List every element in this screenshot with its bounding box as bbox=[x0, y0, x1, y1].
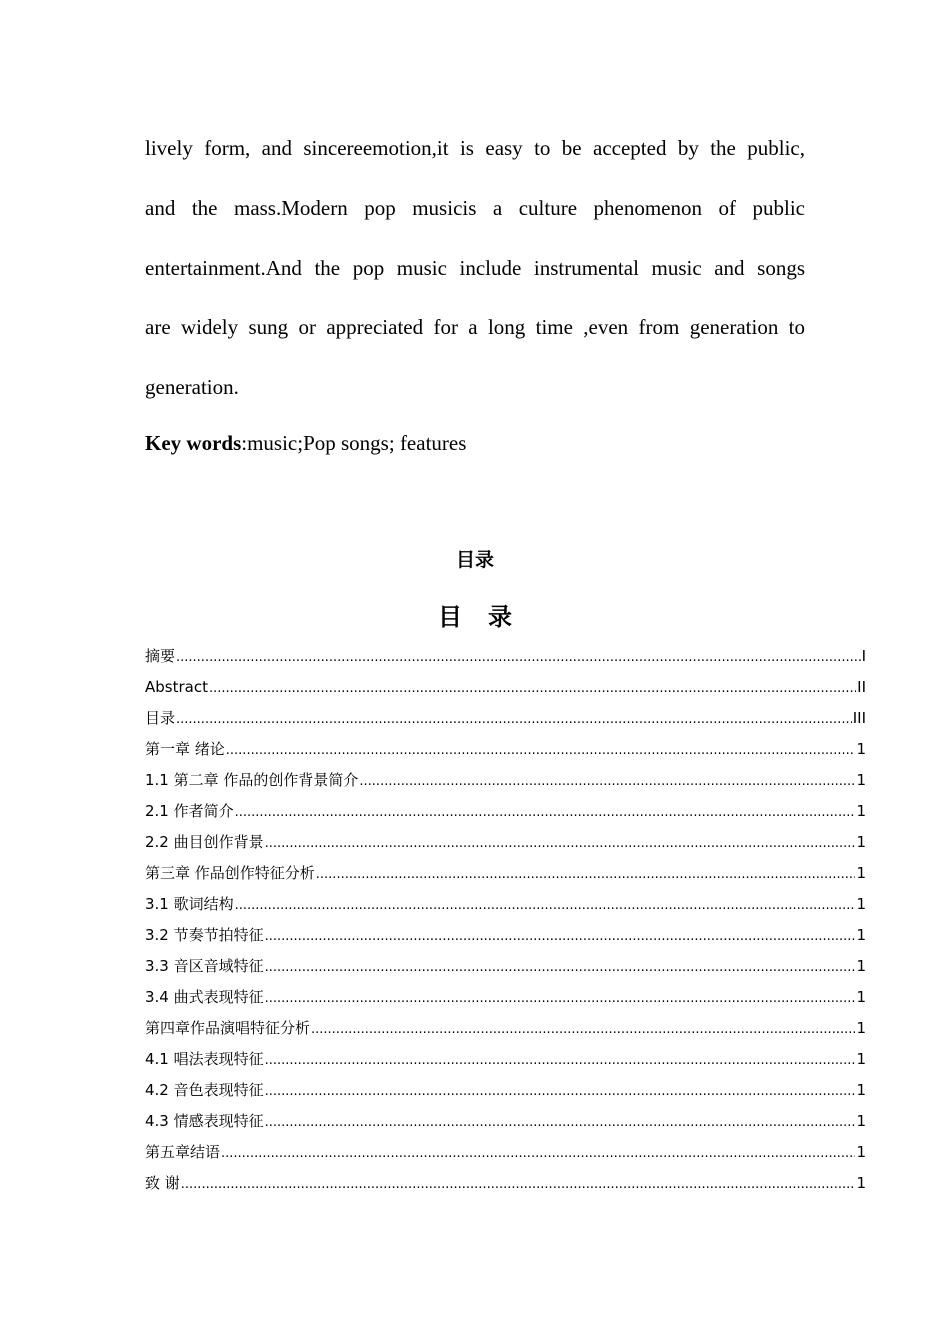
toc-entry[interactable] bbox=[145, 922, 866, 953]
toc-entry-label: 摘要 bbox=[145, 647, 176, 665]
toc-entry-page: 1 bbox=[856, 864, 866, 882]
toc-entry-page: 1 bbox=[856, 1143, 866, 1161]
toc-entry[interactable] bbox=[145, 1046, 866, 1077]
toc-title: 目录 bbox=[438, 603, 538, 631]
toc-leader bbox=[221, 1141, 855, 1167]
table-of-contents bbox=[145, 643, 866, 1201]
toc-entry[interactable] bbox=[145, 829, 866, 860]
toc-leader bbox=[265, 831, 856, 857]
keywords-line bbox=[145, 431, 466, 456]
toc-entry-page: 1 bbox=[856, 1019, 866, 1037]
toc-entry-label: 3.2 节奏节拍特征 bbox=[145, 926, 264, 944]
toc-entry-label: Abstract bbox=[145, 678, 208, 696]
toc-leader bbox=[265, 1079, 856, 1105]
toc-leader bbox=[181, 1172, 856, 1198]
toc-entry-page: 1 bbox=[856, 771, 866, 789]
toc-leader bbox=[235, 893, 856, 919]
toc-entry[interactable] bbox=[145, 798, 866, 829]
toc-entry[interactable] bbox=[145, 705, 866, 736]
toc-entry-label: 第三章 作品创作特征分析 bbox=[145, 864, 315, 882]
toc-leader bbox=[359, 769, 855, 795]
abstract-line: are widely sung or appreciated for a long time ,even from generation to bbox=[145, 315, 805, 339]
toc-entry-page: II bbox=[857, 678, 866, 696]
toc-leader bbox=[209, 676, 856, 702]
toc-leader bbox=[265, 1048, 856, 1074]
toc-heading-small: 目录 bbox=[455, 549, 494, 571]
toc-leader bbox=[265, 1110, 856, 1136]
toc-entry-label: 2.1 作者简介 bbox=[145, 802, 234, 820]
toc-entry[interactable] bbox=[145, 1015, 866, 1046]
toc-entry-page: 1 bbox=[856, 833, 866, 851]
toc-entry-label: 第一章 绪论 bbox=[145, 740, 225, 758]
toc-entry[interactable] bbox=[145, 953, 866, 984]
toc-entry-page: 1 bbox=[856, 957, 866, 975]
toc-entry-page: 1 bbox=[856, 740, 866, 758]
toc-entry[interactable] bbox=[145, 767, 866, 798]
toc-entry-page: 1 bbox=[856, 1050, 866, 1068]
toc-entry-label: 3.4 曲式表现特征 bbox=[145, 988, 264, 1006]
toc-entry-page: 1 bbox=[856, 1081, 866, 1099]
toc-entry-label: 2.2 曲目创作背景 bbox=[145, 833, 264, 851]
toc-entry-label: 3.3 音区音域特征 bbox=[145, 957, 264, 975]
toc-entry-label: 3.1 歌词结构 bbox=[145, 895, 234, 913]
abstract-line: lively form, and sincereemotion,it is easy to be accepted by the public, bbox=[145, 136, 805, 160]
toc-entry-label: 4.1 唱法表现特征 bbox=[145, 1050, 264, 1068]
toc-entry-page: 1 bbox=[856, 1174, 866, 1192]
toc-entry[interactable] bbox=[145, 674, 866, 705]
toc-entry-page: 1 bbox=[856, 988, 866, 1006]
toc-entry-label: 1.1 第二章 作品的创作背景简介 bbox=[145, 771, 359, 789]
toc-entry-page: 1 bbox=[856, 926, 866, 944]
keywords-value: :music;Pop songs; features bbox=[241, 431, 467, 455]
toc-entry-label: 4.2 音色表现特征 bbox=[145, 1081, 264, 1099]
toc-entry[interactable] bbox=[145, 643, 866, 674]
toc-entry-page: 1 bbox=[856, 1112, 866, 1130]
toc-entry-page: 1 bbox=[856, 895, 866, 913]
toc-leader bbox=[235, 800, 856, 826]
toc-entry[interactable] bbox=[145, 1077, 866, 1108]
abstract-line: generation. bbox=[145, 375, 239, 399]
toc-entry-page: 1 bbox=[856, 802, 866, 820]
abstract-line: entertainment.And the pop music include instrumental music and songs bbox=[145, 256, 805, 280]
toc-leader bbox=[265, 986, 856, 1012]
toc-entry-page: III bbox=[852, 709, 866, 727]
toc-leader bbox=[265, 955, 856, 981]
toc-entry-label: 目录 bbox=[145, 709, 176, 727]
toc-leader bbox=[265, 924, 856, 950]
abstract-line: and the mass.Modern pop musicis a culture phenomenon of public bbox=[145, 196, 805, 220]
toc-entry[interactable] bbox=[145, 860, 866, 891]
toc-entry-label: 致 谢 bbox=[145, 1174, 180, 1192]
toc-entry[interactable] bbox=[145, 736, 866, 767]
toc-entry[interactable] bbox=[145, 1139, 866, 1170]
toc-entry-label: 第五章结语 bbox=[145, 1143, 221, 1161]
toc-leader bbox=[316, 862, 856, 888]
toc-entry-label: 4.3 情感表现特征 bbox=[145, 1112, 264, 1130]
keywords-label: Key words bbox=[145, 431, 242, 455]
toc-leader bbox=[226, 738, 856, 764]
toc-entry[interactable] bbox=[145, 1108, 866, 1139]
toc-leader bbox=[311, 1017, 855, 1043]
toc-leader bbox=[176, 645, 861, 671]
toc-leader bbox=[176, 707, 852, 733]
toc-entry[interactable] bbox=[145, 984, 866, 1015]
toc-entry[interactable] bbox=[145, 891, 866, 922]
toc-entry-page: I bbox=[861, 647, 866, 665]
toc-entry-label: 第四章作品演唱特征分析 bbox=[145, 1019, 311, 1037]
toc-entry[interactable] bbox=[145, 1170, 866, 1201]
